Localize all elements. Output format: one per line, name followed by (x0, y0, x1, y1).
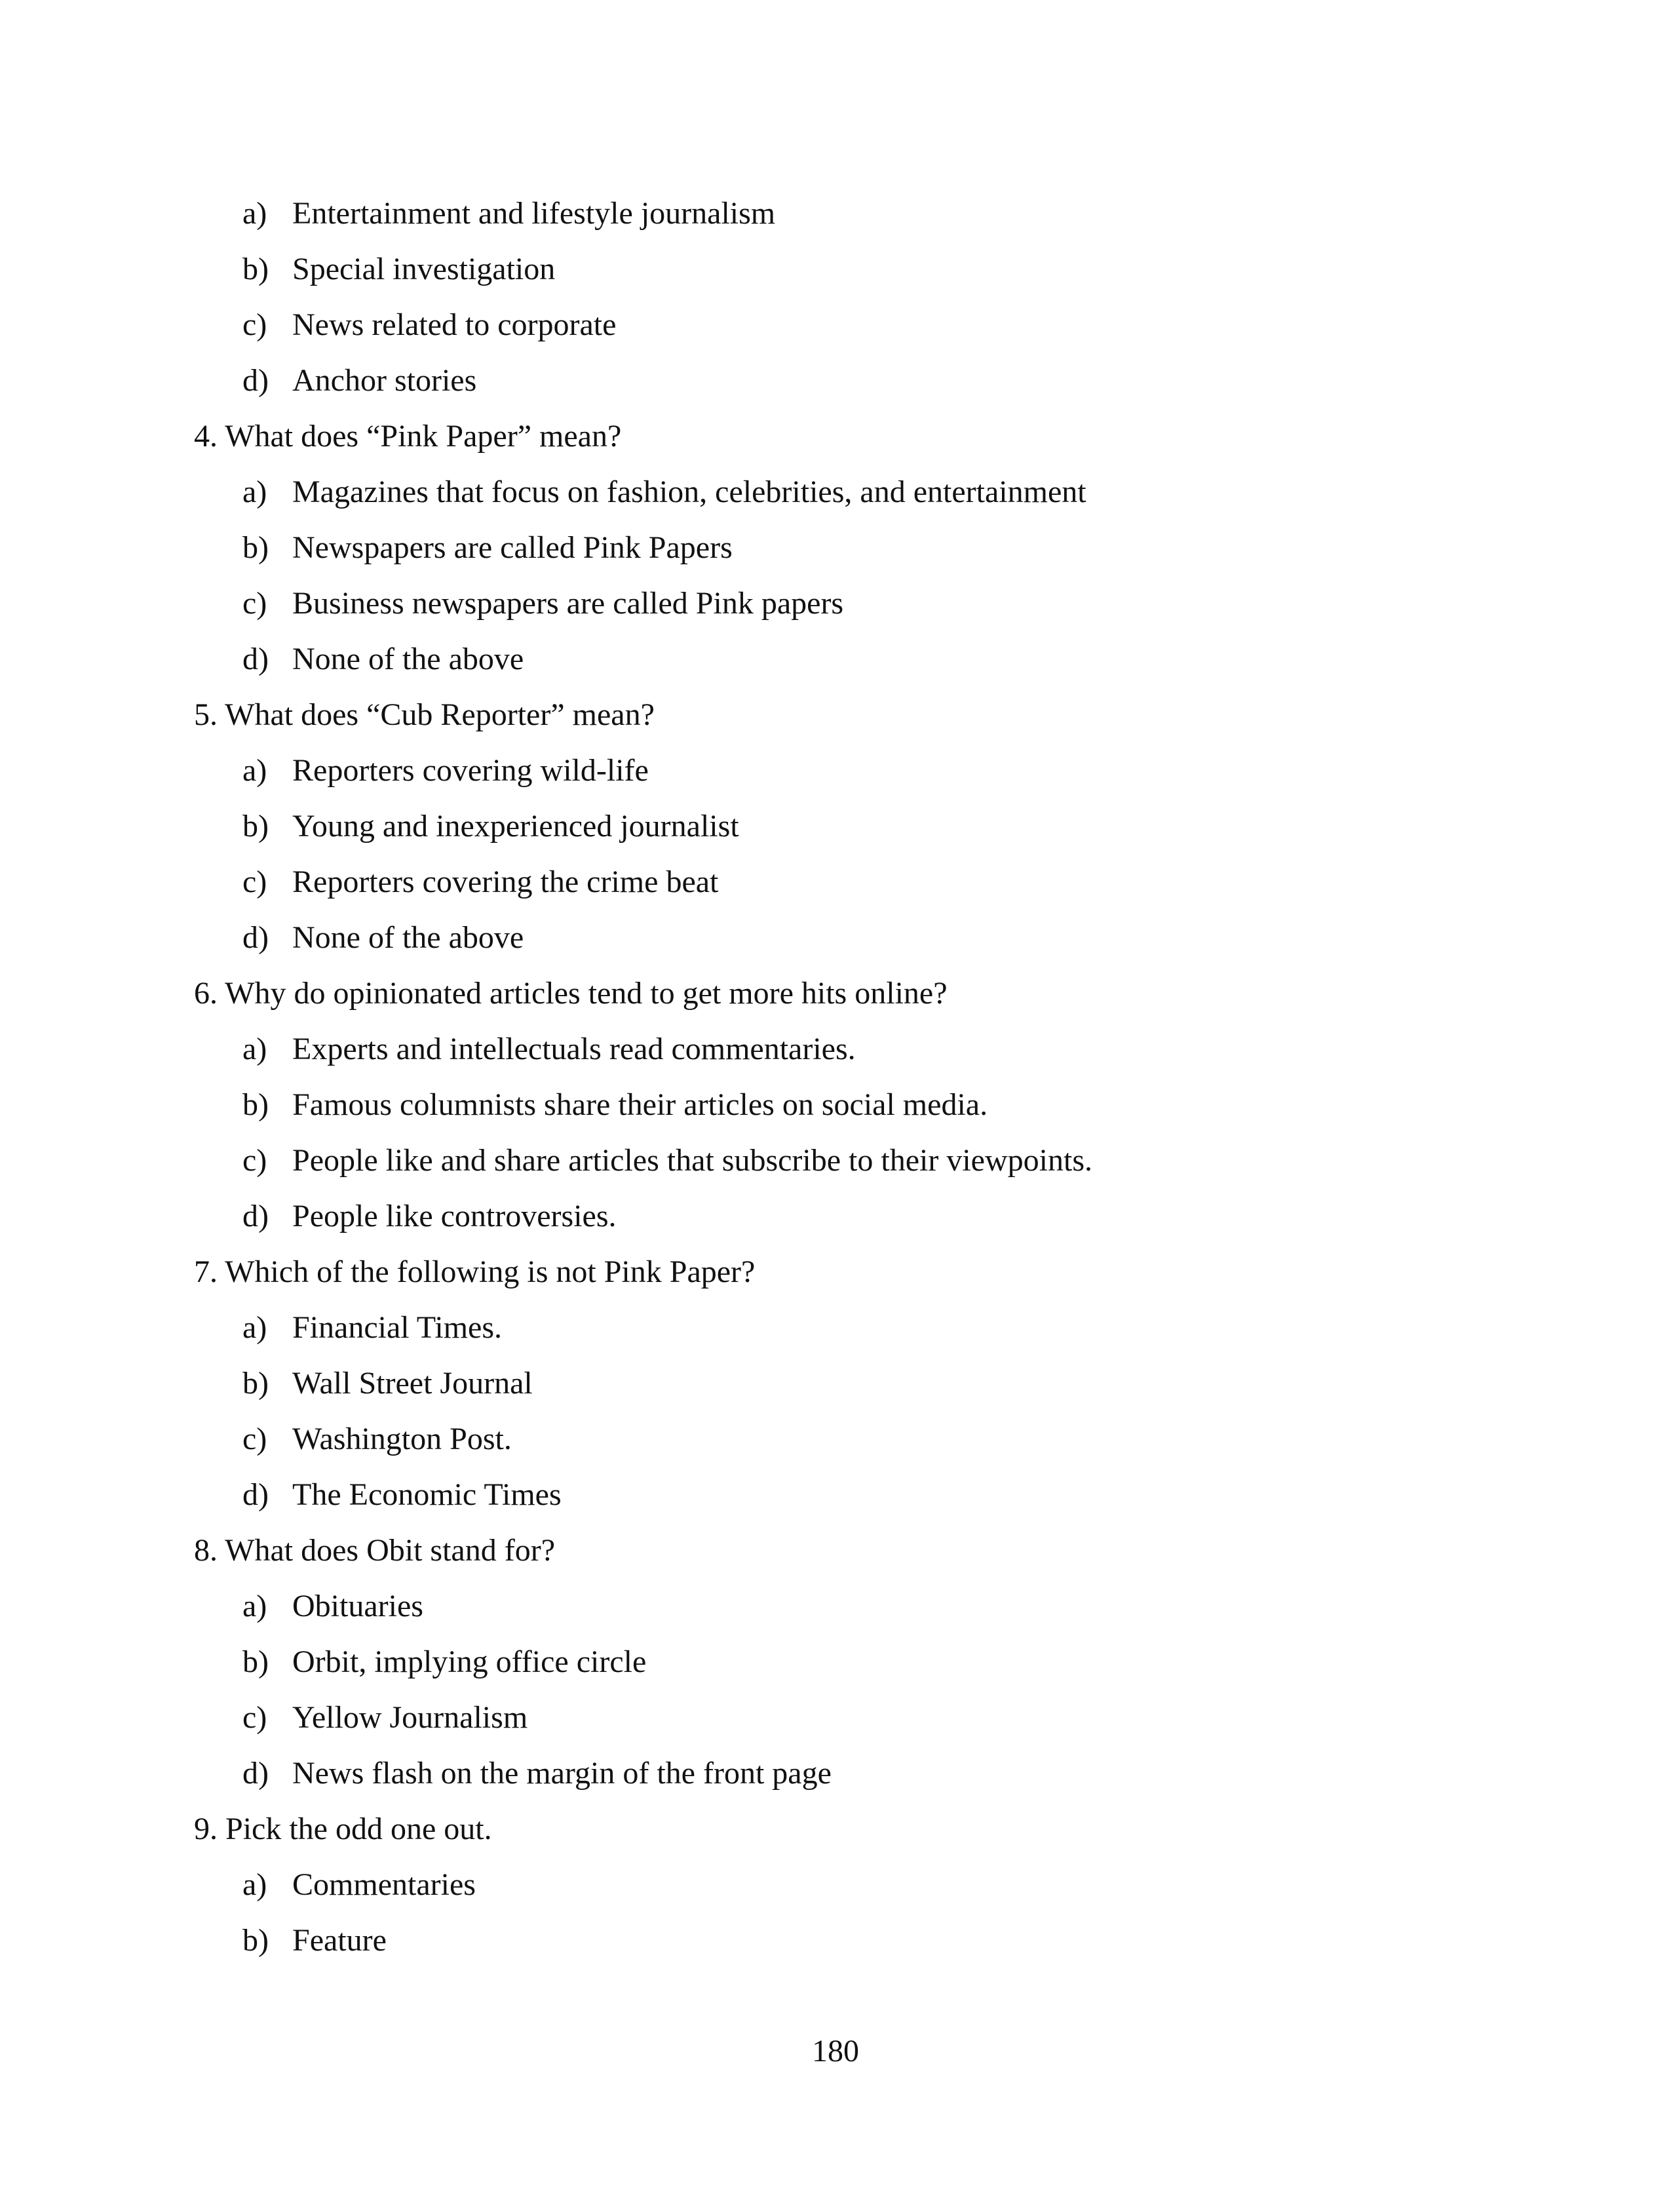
option-letter: d) (242, 920, 269, 955)
option-text: Magazines that focus on fashion, celebrities, and entertainment (292, 475, 1086, 509)
option-text: Feature (292, 1923, 387, 1958)
question-text: 6. Why do opinionated articles tend to get more hits online? (194, 976, 948, 1011)
option-letter: d) (242, 1756, 269, 1791)
option-text: Entertainment and lifestyle journalism (292, 196, 776, 231)
option-text: Commentaries (292, 1867, 476, 1902)
option-letter: a) (242, 475, 267, 509)
option-text: People like and share articles that subscribe to their viewpoints. (292, 1143, 1092, 1178)
option-text: Orbit, implying office circle (292, 1644, 647, 1679)
option-text: Anchor stories (292, 363, 477, 398)
option-text: The Economic Times (292, 1477, 562, 1512)
option-letter: b) (242, 1087, 269, 1122)
option-letter: b) (242, 530, 269, 565)
option-letter: b) (242, 1644, 269, 1679)
option-letter: c) (242, 307, 267, 342)
question-text: 8. What does Obit stand for? (194, 1533, 555, 1568)
option-text: Experts and intellectuals read commentaries. (292, 1032, 856, 1066)
option-text: Famous columnists share their articles on social media. (292, 1087, 988, 1122)
option-letter: c) (242, 864, 267, 899)
option-letter: d) (242, 363, 269, 398)
question-text: 4. What does “Pink Paper” mean? (194, 419, 622, 454)
option-letter: b) (242, 252, 269, 286)
option-letter: a) (242, 196, 267, 231)
option-text: Obituaries (292, 1589, 423, 1623)
option-letter: b) (242, 809, 269, 844)
option-text: Reporters covering the crime beat (292, 864, 719, 899)
option-letter: a) (242, 753, 267, 788)
option-text: Financial Times. (292, 1310, 503, 1345)
option-letter: c) (242, 1422, 267, 1456)
option-text: Yellow Journalism (292, 1700, 528, 1735)
question-text: 5. What does “Cub Reporter” mean? (194, 697, 655, 732)
option-text: Washington Post. (292, 1422, 512, 1456)
option-text: People like controversies. (292, 1199, 617, 1233)
page-number: 180 (812, 2034, 859, 2068)
option-text: Young and inexperienced journalist (292, 809, 739, 844)
option-text: News related to corporate (292, 307, 617, 342)
option-letter: a) (242, 1032, 267, 1066)
option-text: Newspapers are called Pink Papers (292, 530, 733, 565)
option-text: None of the above (292, 642, 524, 676)
option-letter: c) (242, 1143, 267, 1178)
option-letter: d) (242, 642, 269, 676)
question-text: 7. Which of the following is not Pink Paper? (194, 1254, 756, 1289)
option-text: Reporters covering wild-life (292, 753, 649, 788)
option-letter: d) (242, 1477, 269, 1512)
option-letter: a) (242, 1310, 267, 1345)
option-text: Wall Street Journal (292, 1366, 533, 1401)
option-text: News flash on the margin of the front page (292, 1756, 832, 1791)
option-letter: b) (242, 1923, 269, 1958)
option-text: Business newspapers are called Pink papers (292, 586, 844, 621)
question-text: 9. Pick the odd one out. (194, 1812, 492, 1846)
option-letter: d) (242, 1199, 269, 1233)
option-letter: a) (242, 1867, 267, 1902)
option-letter: c) (242, 586, 267, 621)
option-letter: c) (242, 1700, 267, 1735)
option-letter: b) (242, 1366, 269, 1401)
option-text: Special investigation (292, 252, 556, 286)
option-letter: a) (242, 1589, 267, 1623)
option-text: None of the above (292, 920, 524, 955)
